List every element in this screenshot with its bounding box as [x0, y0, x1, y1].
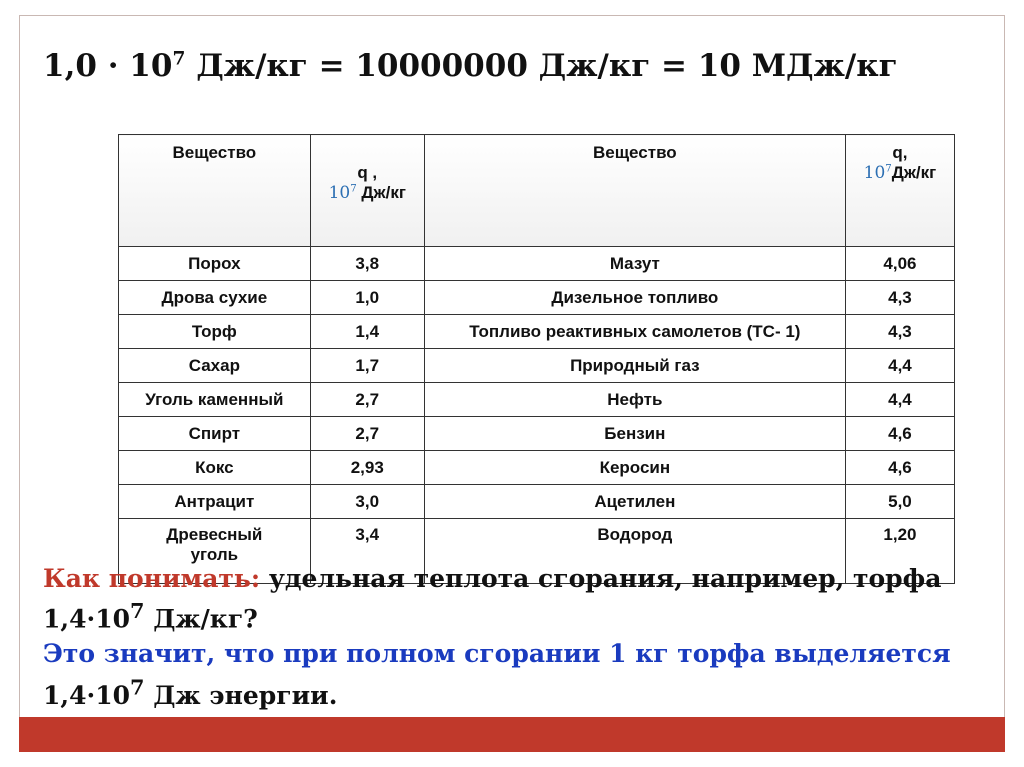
cell-value: 1,7: [310, 349, 424, 383]
header-q-1: q , $10^7$ Дж/кг: [310, 135, 424, 247]
cell-substance: Дрова сухие: [119, 281, 311, 315]
cell-value: 1,20: [845, 519, 954, 584]
heat-of-combustion-table: [118, 134, 955, 584]
bottom-accent-bar: [19, 717, 1005, 752]
question-text: Как понимать: удельная теплота сгорания, например, торфа $1,4\cdot 10^7$ Дж/кг?: [43, 564, 942, 634]
cell-value: 4,3: [845, 315, 954, 349]
cell-value: 2,93: [310, 451, 424, 485]
cell-substance: Водород: [424, 519, 845, 584]
cell-value: 4,6: [845, 451, 954, 485]
cell-substance: Ацетилен: [424, 485, 845, 519]
cell-substance: Природный газ: [424, 349, 845, 383]
cell-substance: Уголь каменный: [119, 383, 311, 417]
cell-value: 1,4: [310, 315, 424, 349]
cell-value: 3,0: [310, 485, 424, 519]
cell-value: 1,0: [310, 281, 424, 315]
cell-value: 4,6: [845, 417, 954, 451]
cell-substance: Кокс: [119, 451, 311, 485]
table-row: [119, 451, 955, 485]
question-label: Как понимать:: [43, 564, 261, 593]
cell-substance: Порох: [119, 247, 311, 281]
cell-value: 5,0: [845, 485, 954, 519]
cell-value: 3,4: [310, 519, 424, 584]
table-row: [119, 315, 955, 349]
cell-substance: Дизельное топливо: [424, 281, 845, 315]
cell-value: 2,7: [310, 383, 424, 417]
table-row: [119, 383, 955, 417]
table-row: [119, 281, 955, 315]
cell-value: 4,4: [845, 383, 954, 417]
header-substance-1: Вещество: [119, 135, 311, 247]
cell-substance: Бензин: [424, 417, 845, 451]
cell-value: 4,3: [845, 281, 954, 315]
cell-substance: Сахар: [119, 349, 311, 383]
header-substance-2: Вещество: [424, 135, 845, 247]
cell-substance: Спирт: [119, 417, 311, 451]
cell-value: 3,8: [310, 247, 424, 281]
header-q-2: q, $10^7Дж/кг$: [845, 135, 954, 247]
table-row: [119, 485, 955, 519]
cell-value: 4,4: [845, 349, 954, 383]
table-header-row: [119, 135, 955, 247]
table-row: [119, 417, 955, 451]
cell-substance: Топливо реактивных самолетов (ТС- 1): [424, 315, 845, 349]
cell-value: 2,7: [310, 417, 424, 451]
table-row: [119, 349, 955, 383]
cell-substance: Древесный уголь: [119, 519, 311, 584]
cell-substance: Нефть: [424, 383, 845, 417]
cell-substance: Антрацит: [119, 485, 311, 519]
cell-value: 4,06: [845, 247, 954, 281]
slide-title: $1,0 \cdot 10^7$ Дж/кг = 10000000 Дж/кг = 10 МДж/кг: [43, 48, 898, 84]
cell-substance: Керосин: [424, 451, 845, 485]
answer-text: Это значит, что при полном сгорании 1 кг торфа выделяется $1,4\cdot 10^7$ Дж энергии.: [43, 639, 951, 711]
table-row: [119, 247, 955, 281]
cell-substance: Торф: [119, 315, 311, 349]
cell-substance: Мазут: [424, 247, 845, 281]
